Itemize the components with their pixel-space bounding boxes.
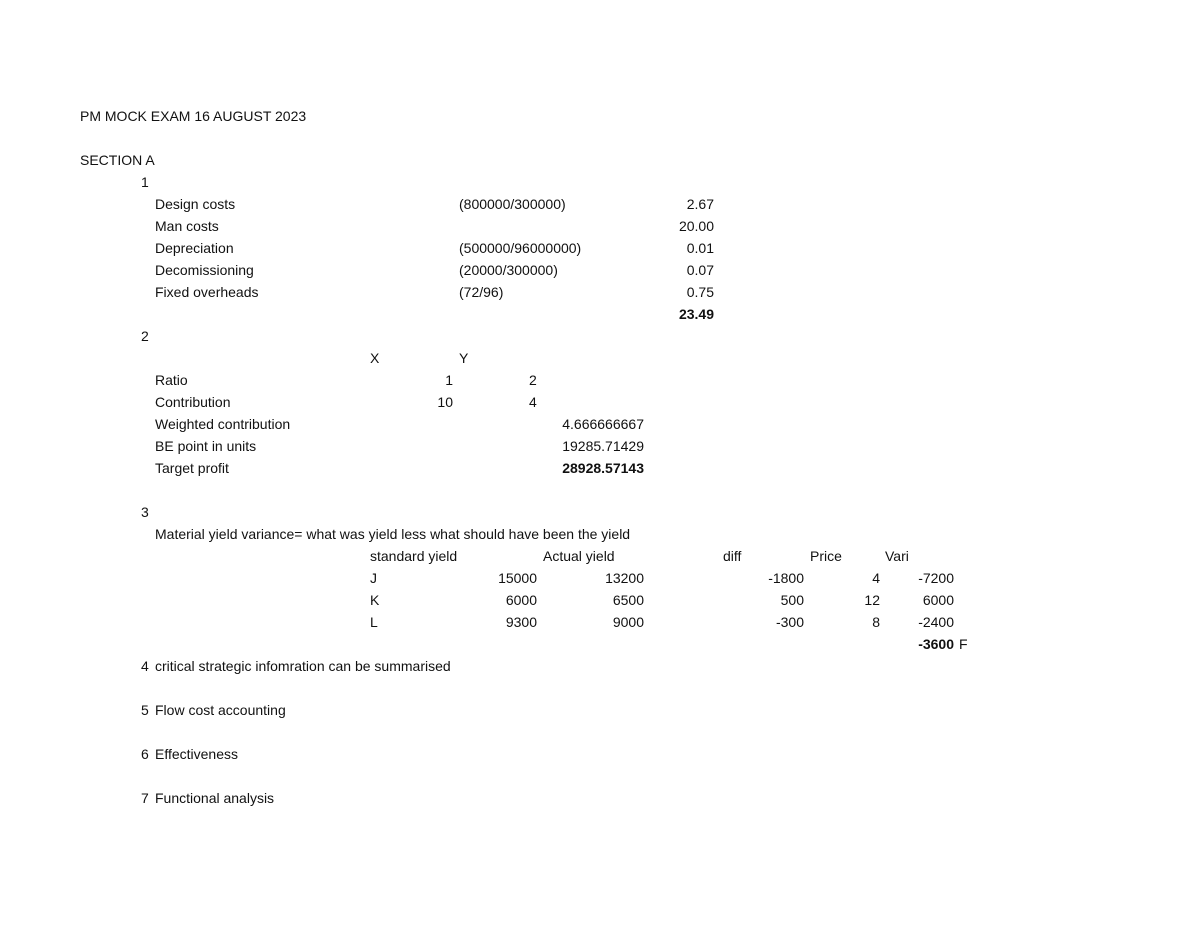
q1-row-calc: (20000/300000) <box>459 262 558 278</box>
q3-total-flag: F <box>959 636 968 652</box>
q3-row-vari: 6000 <box>922 592 954 608</box>
q3-header-diff: diff <box>723 548 742 564</box>
q2-contribution-label: Contribution <box>155 394 231 410</box>
q2-number: 2 <box>141 328 149 344</box>
q6-answer: Effectiveness <box>155 746 239 762</box>
q3-header-standard: standard yield <box>370 548 458 564</box>
q5-number: 5 <box>141 702 149 718</box>
q1-row-label: Man costs <box>155 218 219 234</box>
q3-header-actual: Actual yield <box>543 548 615 564</box>
q1-row-calc: (800000/300000) <box>459 196 566 212</box>
q1-row-label: Decomissioning <box>155 262 254 278</box>
q1-row-value: 2.67 <box>686 196 714 212</box>
q2-column-y: Y <box>459 350 469 366</box>
q1-row-value: 20.00 <box>678 218 714 234</box>
q3-row-vari: -2400 <box>918 614 954 630</box>
q6-number: 6 <box>141 746 149 762</box>
section-heading: SECTION A <box>80 152 155 168</box>
q1-row-value: 0.01 <box>686 240 714 256</box>
q1-total: 23.49 <box>678 306 714 322</box>
q3-header-price: Price <box>810 548 842 564</box>
q2-ratio-label: Ratio <box>155 372 188 388</box>
q3-row-material: K <box>370 592 380 608</box>
q3-row-vari: -7200 <box>918 570 954 586</box>
q3-row-standard: 9300 <box>505 614 537 630</box>
q4-answer: critical strategic infomration can be summarised <box>155 658 451 674</box>
q1-row-calc: (72/96) <box>459 284 504 300</box>
page-title: PM MOCK EXAM 16 AUGUST 2023 <box>80 108 307 124</box>
q2-contribution-x: 10 <box>437 394 453 410</box>
q4-number: 4 <box>141 658 149 674</box>
q2-contribution-y: 4 <box>529 394 537 410</box>
q1-row-calc: (500000/96000000) <box>459 240 582 256</box>
q3-row-price: 8 <box>872 614 880 630</box>
q3-number: 3 <box>141 504 149 520</box>
q7-number: 7 <box>141 790 149 806</box>
q2-ratio-y: 2 <box>529 372 537 388</box>
q3-row-actual: 13200 <box>605 570 644 586</box>
q5-answer: Flow cost accounting <box>155 702 286 718</box>
q2-weighted-label: Weighted contribution <box>155 416 291 432</box>
q7-answer: Functional analysis <box>155 790 275 806</box>
q3-row-standard: 15000 <box>498 570 537 586</box>
q2-ratio-x: 1 <box>445 372 453 388</box>
q3-row-price: 4 <box>872 570 880 586</box>
q3-row-price: 12 <box>864 592 880 608</box>
q2-be-label: BE point in units <box>155 438 257 454</box>
q3-row-actual: 6500 <box>612 592 644 608</box>
q1-row-label: Fixed overheads <box>155 284 259 300</box>
q1-row-label: Depreciation <box>155 240 234 256</box>
q3-row-diff: 500 <box>780 592 804 608</box>
q3-total: -3600 <box>918 636 954 652</box>
q3-row-diff: -1800 <box>768 570 804 586</box>
q2-be-value: 19285.71429 <box>562 438 644 454</box>
q3-header-vari: Vari <box>885 548 909 564</box>
q1-row-value: 0.75 <box>686 284 714 300</box>
q3-statement: Material yield variance= what was yield less what should have been the yield <box>155 526 631 542</box>
q1-row-label: Design costs <box>155 196 236 212</box>
q2-weighted-value: 4.666666667 <box>562 416 644 432</box>
q2-target-label: Target profit <box>155 460 229 476</box>
q3-row-actual: 9000 <box>612 614 644 630</box>
q2-column-x: X <box>370 350 380 366</box>
q2-target-value: 28928.57143 <box>562 460 644 476</box>
q3-row-standard: 6000 <box>505 592 537 608</box>
q3-row-material: L <box>370 614 378 630</box>
q1-row-value: 0.07 <box>686 262 714 278</box>
q1-number: 1 <box>141 174 149 190</box>
q3-row-diff: -300 <box>775 614 804 630</box>
q3-row-material: J <box>370 570 377 586</box>
